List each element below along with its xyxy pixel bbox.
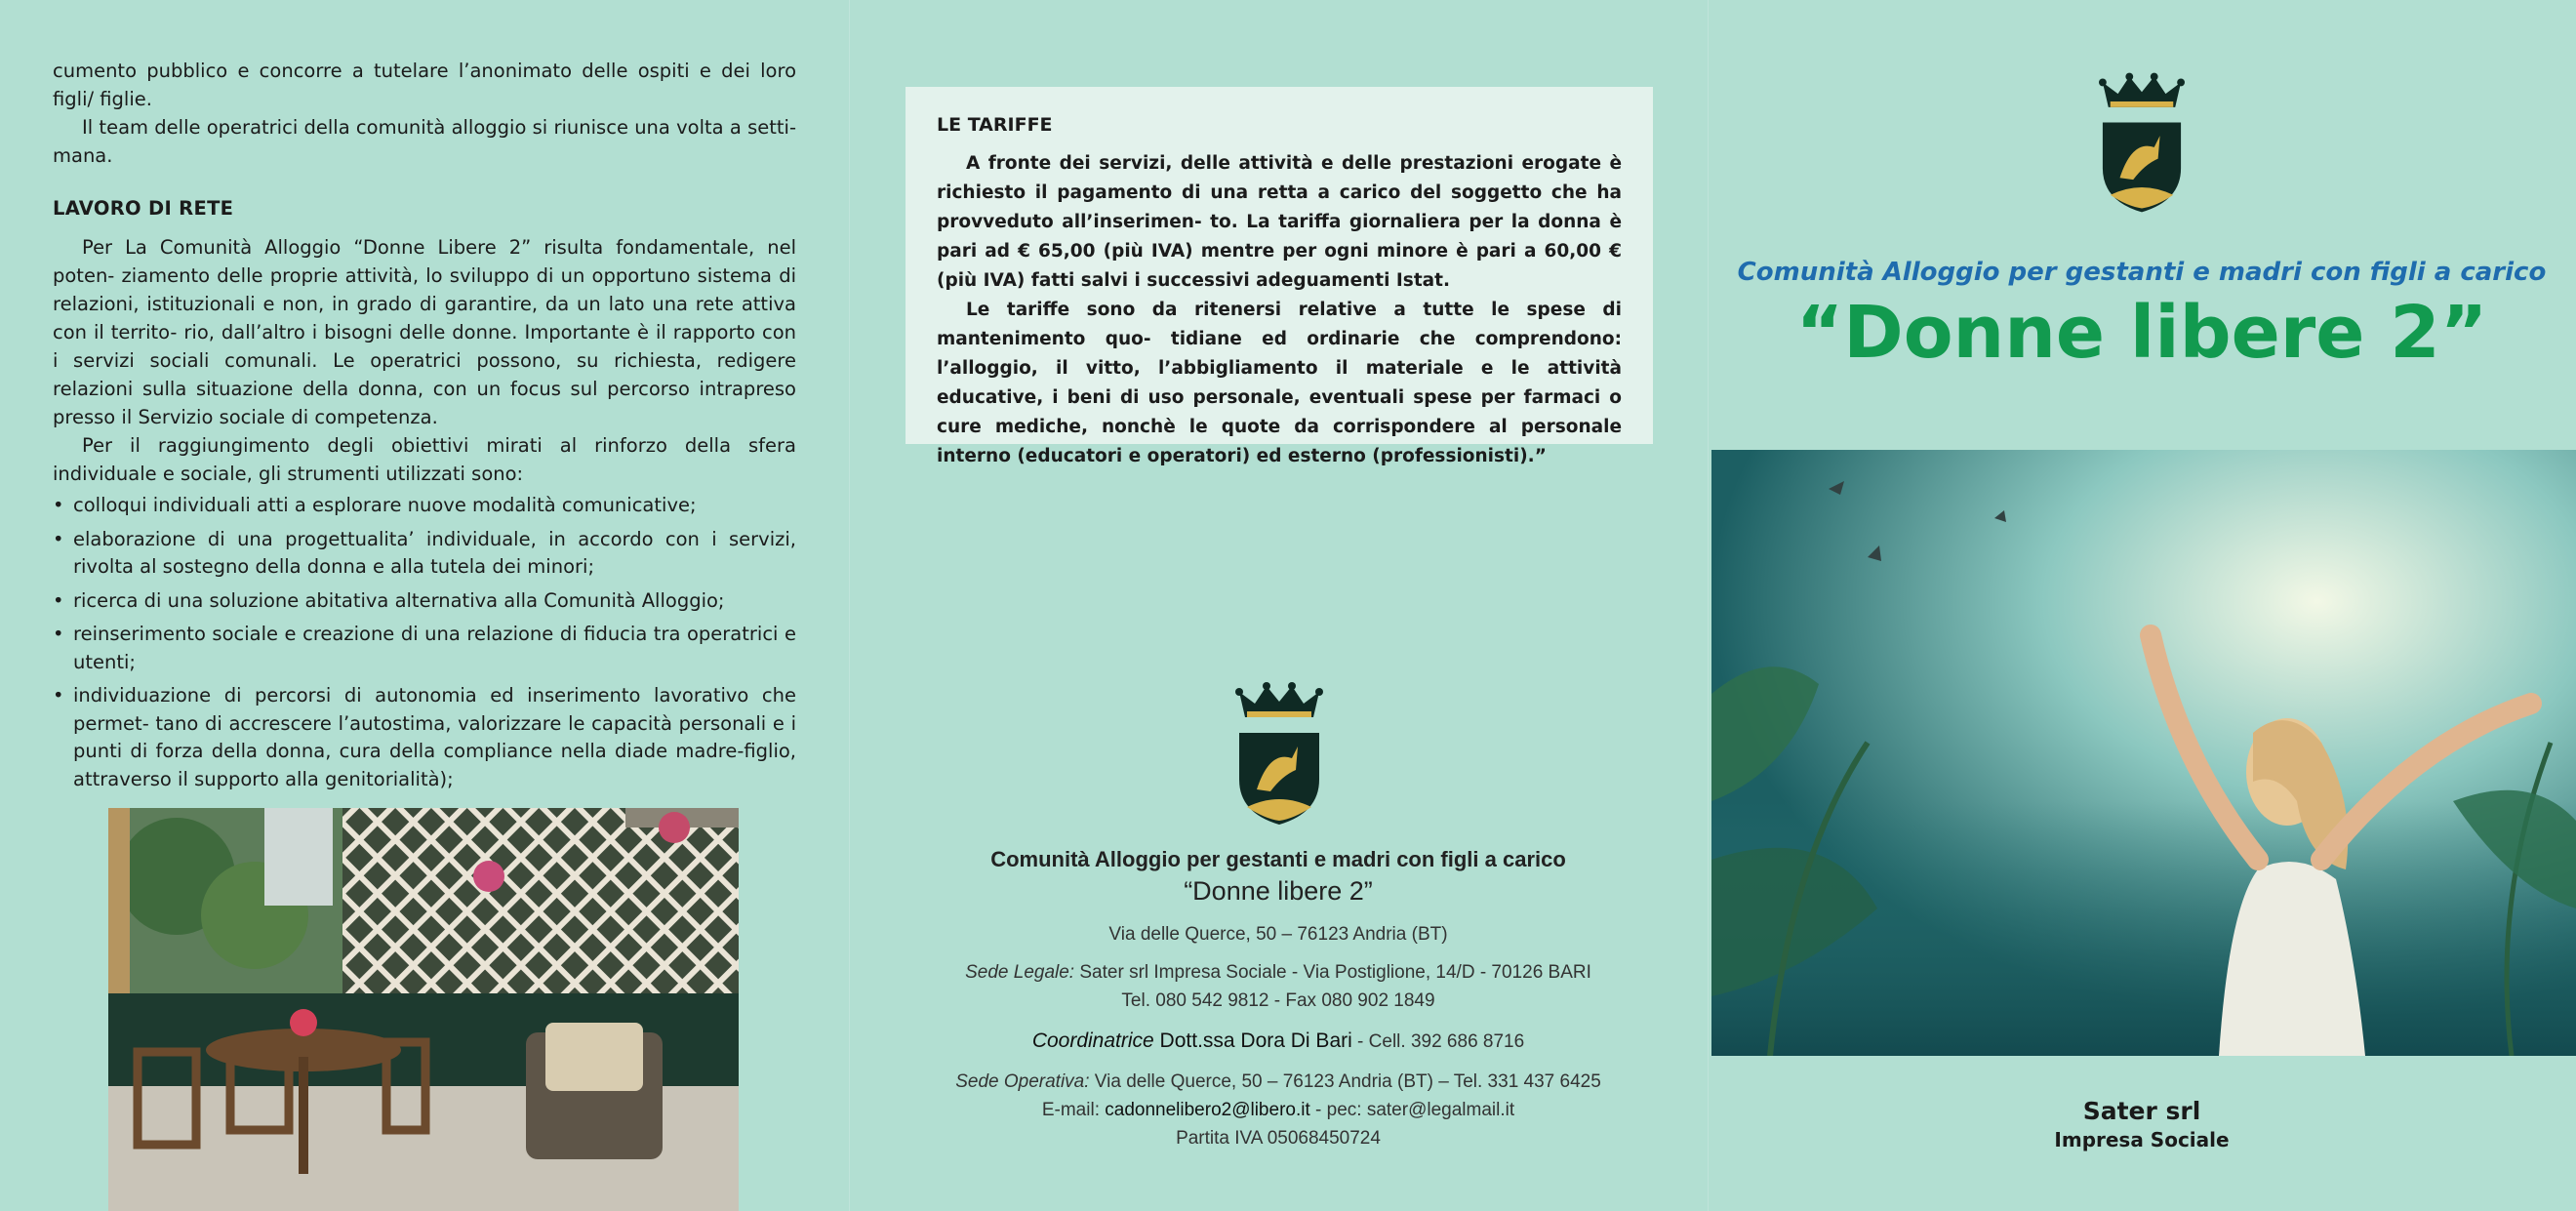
sede-legale-value: Sater srl Impresa Sociale - Via Postiglione, 14/D - 70126 BARI: [1074, 962, 1591, 983]
tariffe-heading: LE TARIFFE: [937, 114, 1053, 136]
sede-legale-line: [849, 958, 1708, 987]
list-item: • reinserimento sociale e creazione di una relazione di fiducia tra operatrici e utenti;: [53, 623, 796, 673]
cover-subtitle: Comunità Alloggio per gestanti e madri con figli a carico: [1737, 258, 2547, 287]
bullet-icon: •: [53, 527, 64, 550]
tariffe-paragraph-2: Le tariffe sono da ritenersi relative a tutte le spese di mantenimento quo- tidiane ed ordinarie che comprendono: l’alloggio, il vitto, l’abbigliamento il materiale e le attività educative, i beni di uso personale, eventuali spese per farmaci o cure mediche, nonchè le quote da corrispondere al personale interno (educatori e operatori) ed esterno (professionisti).”: [937, 300, 1622, 466]
address-line: Via delle Querce, 50 – 76123 Andria (BT): [1108, 924, 1448, 945]
partita-iva: Partita IVA 05068450724: [1176, 1128, 1381, 1149]
paragraph-team: Il team delle operatrici della comunità alloggio si riunisce una volta a setti- mana.: [53, 116, 796, 167]
email-label: E-mail:: [1041, 1100, 1106, 1120]
paragraph-anonimato: cumento pubblico e concorre a tutelare l’anonimato delle ospiti e dei loro figli/ figlie.: [53, 60, 796, 110]
list-item: • ricerca di una soluzione abitativa alternativa alla Comunità Alloggio;: [53, 587, 796, 616]
bullet-icon: •: [53, 494, 64, 516]
middle-panel: [849, 0, 1708, 1211]
strumenti-list: [53, 492, 796, 793]
tariffe-box: [906, 87, 1653, 466]
sede-operativa-label: Sede Operativa:: [955, 1071, 1090, 1092]
sede-operativa-line: [849, 1068, 1708, 1096]
list-item: • colloqui individuali atti a esplorare nuove modalità comunicative;: [53, 492, 796, 520]
crest-logo: [2099, 70, 2185, 217]
company-type: Impresa Sociale: [2054, 1128, 2230, 1151]
sede-legale-label: Sede Legale:: [965, 962, 1075, 983]
terrace-image: [108, 808, 739, 1211]
coordinatrice-label: Coordinatrice: [1031, 1029, 1154, 1052]
paragraph-lavoro-di-rete: Per La Comunità Alloggio “Donne Libere 2” risulta fondamentale, nel poten- ziamento delle proprie attività, lo sviluppo di un opportuno sistema di relazioni, istituzionali e non, in grado di garantire, da un lato una rete attiva con il territo- rio, dall’altro i bisogni delle donne. Importante è il rapporto con i servizi sociali comunali. Le operatrici possono, su richiesta, redigere relazioni sulla situazione della donna, con un focus sul percorso intrapreso presso il Servizio sociale di competenza.: [53, 236, 796, 428]
crest-logo: [1235, 682, 1323, 827]
email-link[interactable]: cadonnelibero2@libero.it: [1105, 1100, 1310, 1120]
email-line: [849, 1096, 1708, 1124]
woman-in-rain-image: [1711, 450, 2576, 1056]
tel-line: Tel. 080 542 9812 - Fax 080 902 1849: [1121, 990, 1435, 1011]
bullet-icon: •: [53, 623, 64, 645]
terrace-photo: [108, 808, 739, 1211]
contact-block: [849, 847, 1708, 1152]
cover-photo: [1711, 450, 2576, 1056]
list-item: • elaborazione di una progettualita’ individuale, in accordo con i servizi, rivolta al sostegno della donna e alla tutela dei minori;: [53, 527, 796, 578]
contact-title: Comunità Alloggio per gestanti e madri con figli a carico: [990, 847, 1566, 871]
coordinatrice-name: Dott.ssa Dora Di Bari: [1153, 1029, 1352, 1052]
coordinatrice-cell: - Cell. 392 686 8716: [1351, 1031, 1525, 1052]
coordinatrice-line: [849, 1027, 1708, 1056]
sede-operativa-value: Via delle Querce, 50 – 76123 Andria (BT) – Tel. 331 437 6425: [1089, 1071, 1601, 1092]
contact-name: “Donne libere 2”: [1184, 876, 1373, 906]
tariffe-paragraph: A fronte dei servizi, delle attività e delle prestazioni erogate è richiesto il pagamento di una retta a carico del soggetto che ha provveduto all’inserimen- to. La tariffa giornaliera per la donna è pari ad € 65,00 (più IVA) mentre per ogni minore è pari a 60,00 € (più IVA) fatti salvi i successivi adeguamenti Istat.: [937, 153, 1622, 291]
cover-title: “Donne libere 2”: [1795, 291, 2488, 375]
list-item: • individuazione di percorsi di autonomia ed inserimento lavorativo che permet- tano di accrescere l’autostima, valorizzare le capacità personali e i punti di forza della donna, cura della compliance nella diade madre-figlio, attraverso il supporto alla genitorialità);: [53, 684, 796, 790]
bullet-icon: •: [53, 588, 64, 612]
company-name: Sater srl: [2082, 1097, 2201, 1125]
bullet-icon: •: [53, 684, 64, 706]
pec-value: - pec: sater@legalmail.it: [1309, 1100, 1515, 1120]
cover-panel: [1708, 0, 2576, 1211]
paragraph-strumenti: Per il raggiungimento degli obiettivi mirati al rinforzo della sfera individuale e sociale, gli strumenti utilizzati sono:: [53, 434, 796, 485]
heading-lavoro-di-rete: LAVORO DI RETE: [53, 197, 234, 220]
